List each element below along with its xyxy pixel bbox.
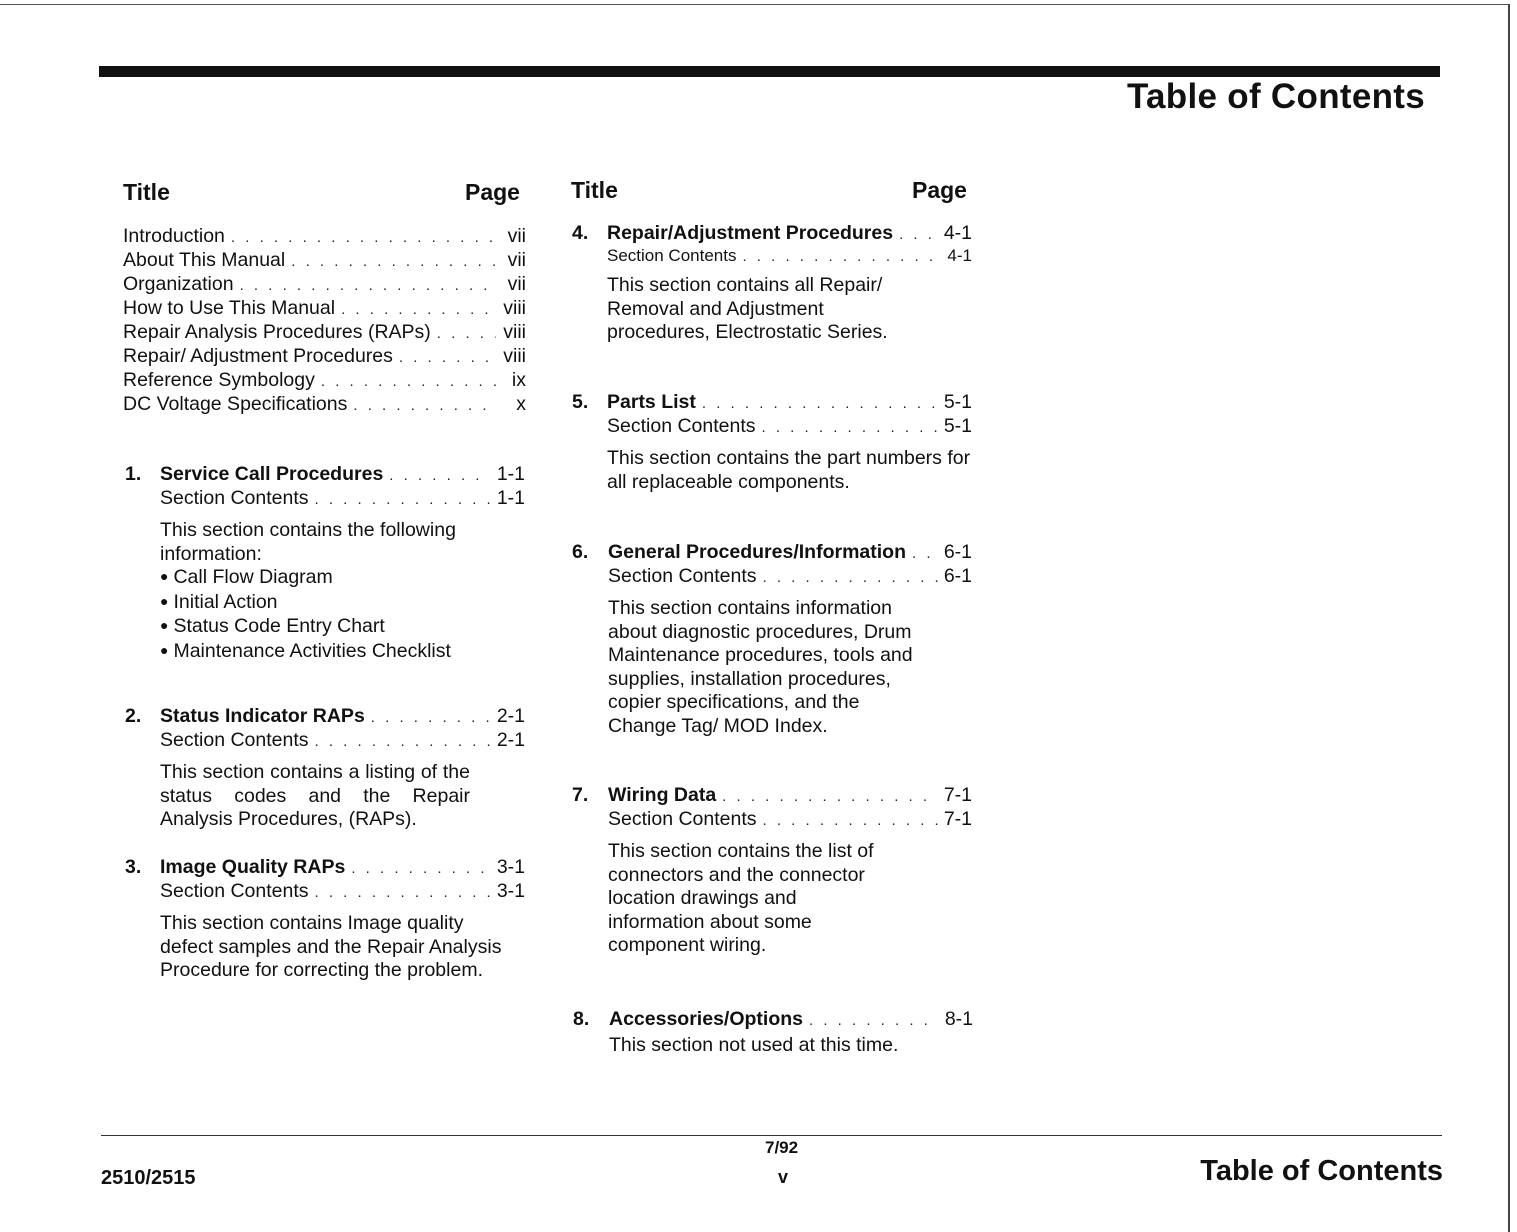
right-page-heading: Page [912, 177, 967, 203]
section-bullet-list [160, 566, 525, 664]
section-contents-row[interactable]: Section Contents . . . 3-1 [160, 880, 525, 904]
section-number: 8. [573, 1008, 590, 1030]
section-title-row[interactable]: Status Indicator RAPs . . . 2-1 [160, 705, 525, 729]
section-title-row[interactable]: Parts List . . . 5-1 [607, 391, 972, 415]
page-title: Table of Contents [1126, 77, 1425, 116]
section-description: This section contains the part numbers for all replaceable components. [607, 447, 971, 493]
page-edge-right [1508, 4, 1510, 1232]
toc-entry-repair-adjustment[interactable]: Repair/ Adjustment Procedures . . . viii [123, 345, 526, 369]
toc-entry-introduction[interactable]: Introduction . . . vii [123, 225, 526, 249]
page-edge-top [0, 4, 1508, 5]
toc-entry-dc-voltage[interactable]: DC Voltage Specifications . . . x [123, 393, 526, 417]
section-description: This section contains a listing of the status codes and the Repair Analysis Procedures, (RAPs). [160, 761, 470, 830]
toc-entry-raps[interactable]: Repair Analysis Procedures (RAPs) . . . viii [123, 321, 526, 345]
bullet-item: ● Call Flow Diagram [160, 566, 525, 591]
section-title-row[interactable]: Wiring Data . . . 7-1 [608, 784, 972, 808]
section-contents-row[interactable]: Section Contents . . . 2-1 [160, 729, 525, 753]
right-title-heading: Title [571, 177, 618, 203]
section-contents-row[interactable]: Section Contents . . . 7-1 [608, 808, 972, 832]
footer-date: 7/92 [765, 1138, 799, 1157]
footer-model: 2510/2515 [101, 1167, 196, 1189]
bullet-item: ● Status Code Entry Chart [160, 615, 525, 640]
section-contents-row[interactable]: Section Contents . . . 6-1 [608, 565, 972, 589]
section-description: This section contains information about diagnostic procedures, Drum Maintenance procedures, tools and supplies, installation procedures, copier specifications, and the Change Tag/ MOD Index. [608, 597, 913, 737]
bullet-item: ● Initial Action [160, 591, 525, 616]
footer-page-number: v [778, 1167, 789, 1187]
left-title-heading: Title [123, 179, 170, 205]
header-rule [99, 66, 1440, 77]
toc-entry-reference-symbology[interactable]: Reference Symbology . . . ix [123, 369, 526, 393]
section-number: 5. [572, 391, 589, 413]
toc-entry-organization[interactable]: Organization . . . vii [123, 273, 526, 297]
footer-rule [101, 1135, 1442, 1136]
section-number: 2. [125, 705, 142, 727]
section-number: 4. [572, 222, 589, 244]
section-number: 6. [572, 541, 589, 563]
section-description: This section not used at this time. [609, 1034, 899, 1056]
left-page-heading: Page [465, 179, 520, 205]
section-description: This section contains the list of connectors and the connector location drawings and information about some component wiring. [608, 840, 874, 956]
footer-title: Table of Contents [1200, 1155, 1443, 1187]
section-contents-row[interactable]: Section Contents . . . 5-1 [607, 415, 972, 439]
section-title-row[interactable]: Service Call Procedures . . . 1-1 [160, 463, 525, 487]
toc-entry-how-to-use[interactable]: How to Use This Manual . . . viii [123, 297, 526, 321]
section-title-row[interactable]: Accessories/Options . . . 8-1 [609, 1008, 973, 1032]
section-title-row[interactable]: Image Quality RAPs . . . 3-1 [160, 856, 525, 880]
section-title-row[interactable]: Repair/Adjustment Procedures . . . 4-1 [607, 222, 972, 246]
section-description: This section contains Image quality defect samples and the Repair Analysis Procedure for correcting the problem. [160, 912, 502, 981]
section-title-row[interactable]: General Procedures/Information . . . 6-1 [608, 541, 972, 565]
section-number: 1. [125, 463, 142, 485]
toc-entry-about-this-manual[interactable]: About This Manual . . . vii [123, 249, 526, 273]
bullet-item: ● Maintenance Activities Checklist [160, 640, 525, 665]
front-matter-list [123, 225, 526, 417]
section-description: This section contains all Repair/ Removal and Adjustment procedures, Electrostatic Series. [607, 274, 888, 343]
section-contents-row[interactable]: Section Contents . . . 1-1 [160, 487, 525, 511]
section-contents-row[interactable]: Section Contents . . . 4-1 [607, 246, 972, 266]
section-number: 3. [125, 856, 142, 878]
section-description: This section contains the following information: [160, 519, 456, 565]
section-number: 7. [572, 784, 589, 806]
